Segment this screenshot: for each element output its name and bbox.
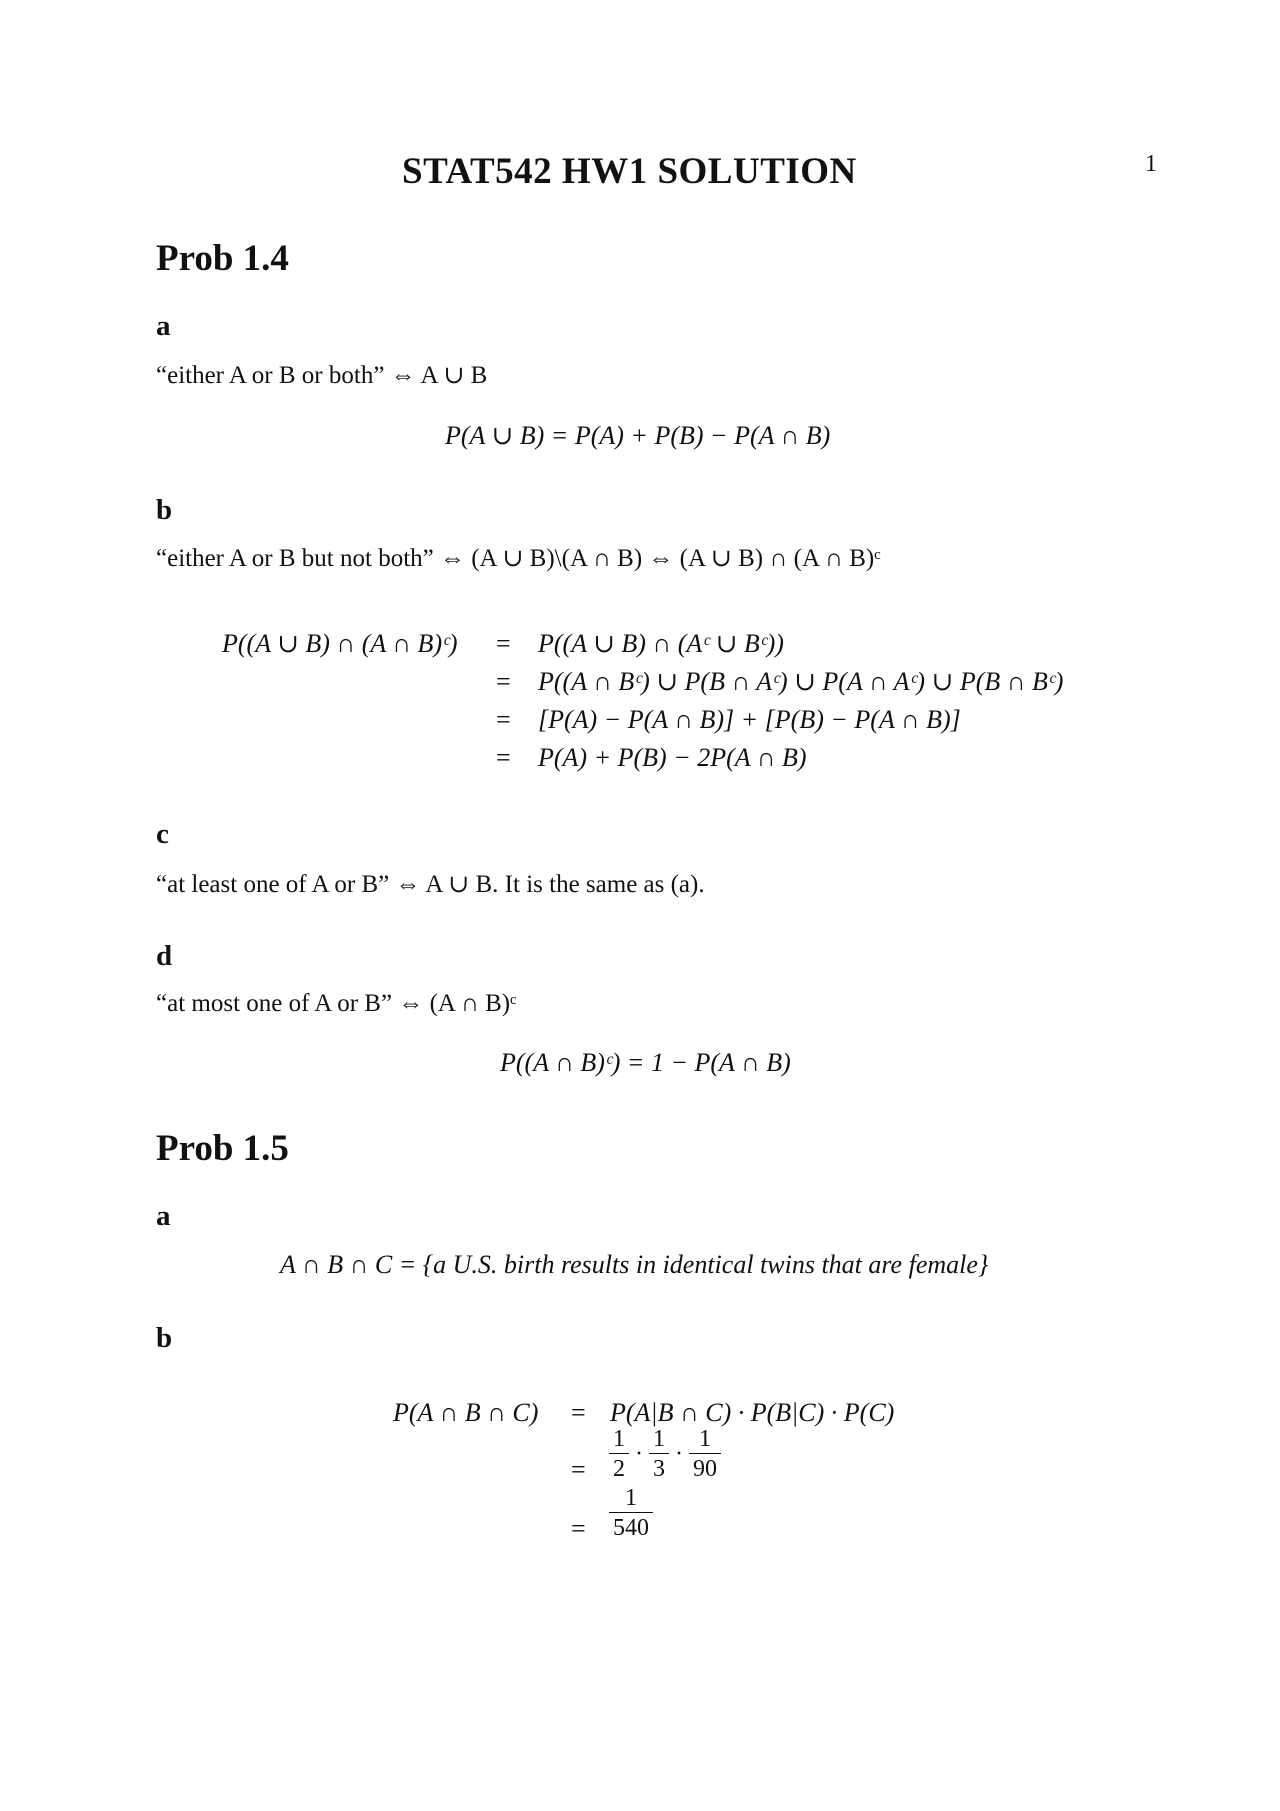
- prob-1-5-b-line1: P(A|B ∩ C) · P(B|C) · P(C): [610, 1398, 895, 1427]
- prob-1-4-part-d-label: d: [156, 940, 173, 972]
- numerator: 1: [609, 1425, 629, 1454]
- denominator: 540: [613, 1515, 649, 1541]
- prob-1-4-b-lhs: P((A ∪ B) ∩ (A ∩ B)ᶜ): [222, 629, 458, 658]
- prob-1-5-part-a-label: a: [156, 1200, 171, 1232]
- numerator: 1: [609, 1484, 653, 1513]
- prob-1-4-a-equation: P(A ∪ B) = P(A) + P(B) − P(A ∩ B): [445, 421, 831, 450]
- page-title: STAT542 HW1 SOLUTION: [402, 151, 857, 192]
- prob-1-4-d-statement: “at most one of A or B” ⇔ (A ∩ B)ᶜ: [156, 990, 517, 1017]
- prob-1-4-part-b-label: b: [156, 494, 173, 526]
- fraction: [689, 1425, 721, 1484]
- prob-1-5-a-equation: A ∩ B ∩ C = {a U.S. birth results in identical twins that are female}: [280, 1250, 989, 1279]
- multiply-dot: ·: [675, 1441, 683, 1467]
- prob-1-4-a-statement: “either A or B or both” ⇔ A ∪ B: [156, 362, 488, 389]
- result-fraction: [606, 1484, 656, 1543]
- page-number: 1: [1145, 151, 1157, 177]
- prob-1-4-heading: Prob 1.4: [156, 238, 289, 279]
- prob-1-4-b-rhs-line: [P(A) − P(A ∩ B)] + [P(B) − P(A ∩ B)]: [538, 705, 961, 734]
- equals-sign: =: [496, 667, 511, 696]
- prob-1-4-b-rhs-line: P(A) + P(B) − 2P(A ∩ B): [538, 743, 807, 772]
- numerator: 1: [649, 1425, 669, 1454]
- prob-1-5-part-b-label: b: [156, 1322, 173, 1354]
- denominator: 2: [613, 1456, 625, 1482]
- denominator: 3: [653, 1456, 665, 1482]
- fraction-product: [606, 1425, 724, 1484]
- multiply-dot: ·: [635, 1441, 643, 1467]
- fraction: [649, 1425, 669, 1484]
- fraction: [609, 1425, 629, 1484]
- prob-1-5-b-lhs: P(A ∩ B ∩ C): [393, 1398, 539, 1427]
- numerator: 1: [689, 1425, 721, 1454]
- prob-1-4-b-rhs-line: P((A ∪ B) ∩ (Aᶜ ∪ Bᶜ)): [538, 629, 784, 658]
- equals-sign: =: [571, 1455, 586, 1484]
- denominator: 90: [693, 1456, 717, 1482]
- prob-1-5-heading: Prob 1.5: [156, 1128, 289, 1169]
- prob-1-4-b-rhs-line: P((A ∩ Bᶜ) ∪ P(B ∩ Aᶜ) ∪ P(A ∩ Aᶜ) ∪ P(B ∩ Bᶜ): [538, 667, 1064, 696]
- equals-sign: =: [496, 705, 511, 734]
- prob-1-4-d-equation: P((A ∩ B)ᶜ) = 1 − P(A ∩ B): [500, 1048, 791, 1077]
- prob-1-4-c-statement: “at least one of A or B” ⇔ A ∪ B. It is the same as (a).: [156, 871, 705, 898]
- equals-sign: =: [496, 743, 511, 772]
- equals-sign: =: [571, 1398, 586, 1427]
- prob-1-4-part-c-label: c: [156, 818, 169, 850]
- equals-sign: =: [571, 1514, 586, 1543]
- fraction: [609, 1484, 653, 1543]
- prob-1-4-part-a-label: a: [156, 310, 171, 342]
- equals-sign: =: [496, 629, 511, 658]
- prob-1-4-b-statement: “either A or B but not both” ⇔ (A ∪ B)\(A ∩ B) ⇔ (A ∪ B) ∩ (A ∩ B)ᶜ: [156, 545, 881, 572]
